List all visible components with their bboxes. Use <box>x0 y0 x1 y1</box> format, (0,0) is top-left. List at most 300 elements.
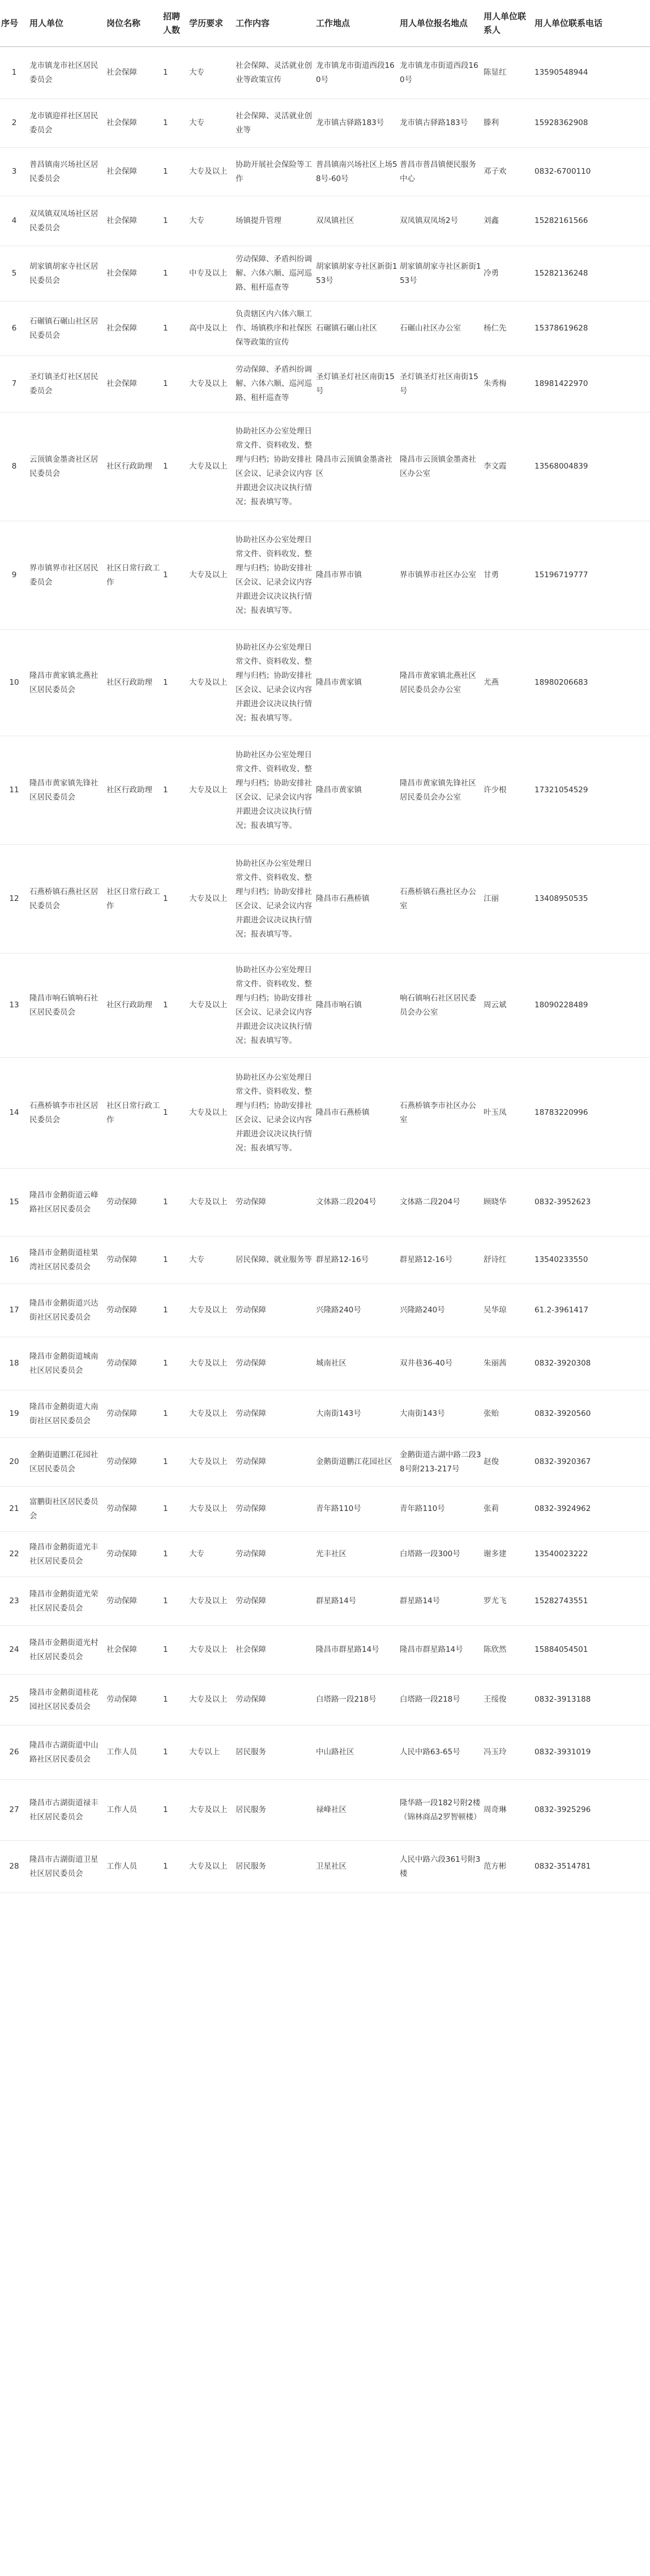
registration-location: 石燕桥镇李市社区办公室 <box>399 1058 482 1169</box>
contact-phone: 0832-3925296 <box>533 1780 650 1841</box>
row-index: 16 <box>0 1237 28 1284</box>
registration-location: 石碾山社区办公室 <box>399 302 482 356</box>
registration-location: 胡家镇胡家寺社区新街153号 <box>399 246 482 302</box>
education: 大专 <box>188 1532 234 1577</box>
employer: 龙市镇迎祥社区居民委员会 <box>28 99 105 148</box>
education: 大专 <box>188 47 234 99</box>
job-content: 协助社区办公室处理日常文件、资料收发、整理与归档；协助安排社区会议、记录会议内容并跟进会议决议执行情况；报表填写等。 <box>234 1058 315 1169</box>
job-content: 劳动保障 <box>234 1390 315 1438</box>
registration-location: 圣灯镇圣灯社区南街15号 <box>399 356 482 413</box>
employer: 隆昌市金鹅街道桂果湾社区居民委员会 <box>28 1237 105 1284</box>
registration-location: 金鹅街道古湖中路二段38号附213-217号 <box>399 1438 482 1487</box>
headcount: 1 <box>162 630 188 736</box>
row-index: 15 <box>0 1169 28 1237</box>
row-index: 11 <box>0 736 28 845</box>
headcount: 1 <box>162 1780 188 1841</box>
contact-person: 罗尤飞 <box>482 1577 533 1626</box>
position: 劳动保障 <box>105 1169 162 1237</box>
education: 大专以上 <box>188 1725 234 1780</box>
work-location: 青年路110号 <box>315 1487 399 1532</box>
employer: 隆昌市金鹅街道光丰社区居民委员会 <box>28 1532 105 1577</box>
contact-person: 赵俊 <box>482 1438 533 1487</box>
headcount: 1 <box>162 246 188 302</box>
position: 社会保障 <box>105 99 162 148</box>
registration-location: 大南街143号 <box>399 1390 482 1438</box>
job-content: 劳动保障 <box>234 1284 315 1337</box>
education: 大专及以上 <box>188 1780 234 1841</box>
header-index: 序号 <box>0 0 28 47</box>
table-row <box>0 1675 650 1725</box>
employer: 隆昌市金鹅街道云峰路社区居民委员会 <box>28 1169 105 1237</box>
contact-person: 杨仁先 <box>482 302 533 356</box>
contact-person: 朱丽茜 <box>482 1337 533 1390</box>
contact-phone: 0832-3920560 <box>533 1390 650 1438</box>
registration-location: 白塔路一段218号 <box>399 1675 482 1725</box>
education: 大专及以上 <box>188 1675 234 1725</box>
contact-phone: 0832-3920367 <box>533 1438 650 1487</box>
registration-location: 龙市镇龙市街道西段160号 <box>399 47 482 99</box>
contact-phone: 15378619628 <box>533 302 650 356</box>
table-row <box>0 1487 650 1532</box>
employer: 隆昌市金鹅街道大南街社区居民委员会 <box>28 1390 105 1438</box>
education: 大专 <box>188 196 234 246</box>
headcount: 1 <box>162 845 188 954</box>
contact-phone: 13540233550 <box>533 1237 650 1284</box>
employer: 界市镇界市社区居民委员会 <box>28 521 105 630</box>
headcount: 1 <box>162 1169 188 1237</box>
employer: 富鹏街社区居民委员会 <box>28 1487 105 1532</box>
employer: 胡家镇胡家寺社区居民委员会 <box>28 246 105 302</box>
contact-phone: 13590548944 <box>533 47 650 99</box>
education: 大专及以上 <box>188 845 234 954</box>
position: 社区日常行政工作 <box>105 845 162 954</box>
work-location: 石碾镇石碾山社区 <box>315 302 399 356</box>
contact-person: 范方彬 <box>482 1841 533 1893</box>
position: 社区行政助理 <box>105 630 162 736</box>
registration-location: 文体路二段204号 <box>399 1169 482 1237</box>
position: 劳动保障 <box>105 1675 162 1725</box>
employer: 隆昌市金鹅街道光荣社区居民委员会 <box>28 1577 105 1626</box>
header-employer: 用人单位 <box>28 0 105 47</box>
headcount: 1 <box>162 1725 188 1780</box>
header-registration-location: 用人单位报名地点 <box>399 0 482 47</box>
education: 大专及以上 <box>188 1390 234 1438</box>
table-body <box>0 47 650 1893</box>
row-index: 21 <box>0 1487 28 1532</box>
row-index: 27 <box>0 1780 28 1841</box>
table-row <box>0 356 650 413</box>
table-row <box>0 736 650 845</box>
education: 大专及以上 <box>188 148 234 196</box>
contact-person: 顾晓华 <box>482 1169 533 1237</box>
job-content: 社会保障、灵活就业创业等政策宣传 <box>234 47 315 99</box>
header-contact-person: 用人单位联系人 <box>482 0 533 47</box>
headcount: 1 <box>162 1438 188 1487</box>
work-location: 卫星社区 <box>315 1841 399 1893</box>
headcount: 1 <box>162 47 188 99</box>
job-content: 劳动保障 <box>234 1675 315 1725</box>
work-location: 双凤镇社区 <box>315 196 399 246</box>
headcount: 1 <box>162 413 188 521</box>
contact-phone: 0832-3514781 <box>533 1841 650 1893</box>
job-content: 劳动保障、矛盾纠纷调解、六体六顺、巡河巡路、租杆巡查等 <box>234 356 315 413</box>
job-content: 协助社区办公室处理日常文件、资料收发、整理与归档；协助安排社区会议、记录会议内容并跟进会议决议执行情况；报表填写等。 <box>234 954 315 1058</box>
contact-person: 陈欣然 <box>482 1626 533 1675</box>
headcount: 1 <box>162 1284 188 1337</box>
job-content: 劳动保障 <box>234 1487 315 1532</box>
education: 大专及以上 <box>188 356 234 413</box>
registration-location: 人民中路63-65号 <box>399 1725 482 1780</box>
registration-location: 隆昌市黄家镇先锋社区居民委员会办公室 <box>399 736 482 845</box>
employer: 隆昌市古湖街道禄丰社区居民委员会 <box>28 1780 105 1841</box>
table-row <box>0 1169 650 1237</box>
education: 大专及以上 <box>188 1058 234 1169</box>
employer: 双凤镇双凤场社区居民委员会 <box>28 196 105 246</box>
registration-location: 隆昌市黄家镇北燕社区居民委员会办公室 <box>399 630 482 736</box>
contact-phone: 13540023222 <box>533 1532 650 1577</box>
header-headcount: 招聘人数 <box>162 0 188 47</box>
headcount: 1 <box>162 1337 188 1390</box>
job-content: 协助社区办公室处理日常文件、资料收发、整理与归档；协助安排社区会议、记录会议内容并跟进会议决议执行情况；报表填写等。 <box>234 521 315 630</box>
contact-person: 周奇琳 <box>482 1780 533 1841</box>
registration-location: 龙市镇古驿路183号 <box>399 99 482 148</box>
table-header-row <box>0 0 650 47</box>
row-index: 13 <box>0 954 28 1058</box>
headcount: 1 <box>162 1058 188 1169</box>
employer: 龙市镇龙市社区居民委员会 <box>28 47 105 99</box>
work-location: 中山路社区 <box>315 1725 399 1780</box>
position: 劳动保障 <box>105 1284 162 1337</box>
work-location: 白塔路一段218号 <box>315 1675 399 1725</box>
table-row <box>0 845 650 954</box>
contact-person: 冯玉玲 <box>482 1725 533 1780</box>
work-location: 龙市镇古驿路183号 <box>315 99 399 148</box>
work-location: 普昌镇南兴场社区上场58号-60号 <box>315 148 399 196</box>
position: 社会保障 <box>105 148 162 196</box>
contact-person: 甘勇 <box>482 521 533 630</box>
headcount: 1 <box>162 1577 188 1626</box>
headcount: 1 <box>162 356 188 413</box>
work-location: 大南街143号 <box>315 1390 399 1438</box>
job-content: 协助社区办公室处理日常文件、资料收发、整理与归档；协助安排社区会议、记录会议内容并跟进会议决议执行情况；报表填写等。 <box>234 630 315 736</box>
contact-person: 刘鑫 <box>482 196 533 246</box>
employer: 隆昌市黄家镇先锋社区居民委员会 <box>28 736 105 845</box>
headcount: 1 <box>162 1237 188 1284</box>
contact-person: 周云斌 <box>482 954 533 1058</box>
education: 高中及以上 <box>188 302 234 356</box>
job-content: 负责辖区内六体六顺工作、场镇秩序和社保医保等政策的宣传 <box>234 302 315 356</box>
work-location: 城南社区 <box>315 1337 399 1390</box>
header-education: 学历要求 <box>188 0 234 47</box>
headcount: 1 <box>162 148 188 196</box>
contact-phone: 15282743551 <box>533 1577 650 1626</box>
job-content: 社会保障、灵活就业创业等 <box>234 99 315 148</box>
row-index: 6 <box>0 302 28 356</box>
table-row <box>0 99 650 148</box>
table-row <box>0 1532 650 1577</box>
table-row <box>0 1626 650 1675</box>
education: 大专及以上 <box>188 1626 234 1675</box>
table-row <box>0 1841 650 1893</box>
contact-phone: 0832-6700110 <box>533 148 650 196</box>
contact-phone: 15196719777 <box>533 521 650 630</box>
education: 大专及以上 <box>188 1284 234 1337</box>
position: 社区行政助理 <box>105 736 162 845</box>
job-content: 居民服务 <box>234 1780 315 1841</box>
registration-location: 群星路14号 <box>399 1577 482 1626</box>
job-content: 居民服务 <box>234 1725 315 1780</box>
headcount: 1 <box>162 196 188 246</box>
work-location: 禄峰社区 <box>315 1780 399 1841</box>
table-row <box>0 1237 650 1284</box>
job-content: 劳动保障 <box>234 1169 315 1237</box>
position: 工作人员 <box>105 1780 162 1841</box>
row-index: 7 <box>0 356 28 413</box>
education: 大专及以上 <box>188 954 234 1058</box>
headcount: 1 <box>162 954 188 1058</box>
table-row <box>0 413 650 521</box>
position: 工作人员 <box>105 1725 162 1780</box>
work-location: 隆昌市界市镇 <box>315 521 399 630</box>
education: 大专及以上 <box>188 1438 234 1487</box>
table-row <box>0 630 650 736</box>
job-content: 居民保障、就业服务等 <box>234 1237 315 1284</box>
header-contact-phone: 用人单位联系电话 <box>533 0 650 47</box>
job-content: 协助开展社会保险等工作 <box>234 148 315 196</box>
headcount: 1 <box>162 99 188 148</box>
job-content: 社会保障 <box>234 1626 315 1675</box>
contact-phone: 0832-3931019 <box>533 1725 650 1780</box>
education: 大专及以上 <box>188 1577 234 1626</box>
row-index: 12 <box>0 845 28 954</box>
contact-person: 陈显红 <box>482 47 533 99</box>
contact-phone: 15928362908 <box>533 99 650 148</box>
position: 社会保障 <box>105 47 162 99</box>
contact-phone: 0832-3924962 <box>533 1487 650 1532</box>
contact-phone: 18980206683 <box>533 630 650 736</box>
employer: 隆昌市金鹅街道城南社区居民委员会 <box>28 1337 105 1390</box>
contact-person: 叶玉凤 <box>482 1058 533 1169</box>
row-index: 5 <box>0 246 28 302</box>
table-row <box>0 521 650 630</box>
education: 大专及以上 <box>188 1487 234 1532</box>
contact-person: 吴华琼 <box>482 1284 533 1337</box>
position: 社会保障 <box>105 302 162 356</box>
table-row <box>0 246 650 302</box>
registration-location: 青年路110号 <box>399 1487 482 1532</box>
headcount: 1 <box>162 1487 188 1532</box>
job-content: 居民服务 <box>234 1841 315 1893</box>
position: 劳动保障 <box>105 1337 162 1390</box>
job-content: 劳动保障 <box>234 1532 315 1577</box>
row-index: 14 <box>0 1058 28 1169</box>
position: 社会保障 <box>105 246 162 302</box>
position: 工作人员 <box>105 1841 162 1893</box>
row-index: 9 <box>0 521 28 630</box>
row-index: 17 <box>0 1284 28 1337</box>
registration-location: 白塔路一段300号 <box>399 1532 482 1577</box>
registration-location: 群星路12-16号 <box>399 1237 482 1284</box>
education: 大专及以上 <box>188 630 234 736</box>
table-row <box>0 1337 650 1390</box>
education: 大专及以上 <box>188 1337 234 1390</box>
table-row <box>0 954 650 1058</box>
registration-location: 隆华路一段182号附2楼（锦林商品2罗智顿楼） <box>399 1780 482 1841</box>
headcount: 1 <box>162 1390 188 1438</box>
work-location: 圣灯镇圣灯社区南街15号 <box>315 356 399 413</box>
row-index: 8 <box>0 413 28 521</box>
position: 劳动保障 <box>105 1237 162 1284</box>
employer: 隆昌市响石镇响石社区居民委员会 <box>28 954 105 1058</box>
table-row <box>0 1284 650 1337</box>
table-row <box>0 1390 650 1438</box>
contact-phone: 17321054529 <box>533 736 650 845</box>
employer: 石碾镇石碾山社区居民委员会 <box>28 302 105 356</box>
contact-phone: 18783220996 <box>533 1058 650 1169</box>
employer: 隆昌市黄家镇北燕社区居民委员会 <box>28 630 105 736</box>
contact-person: 舒诗红 <box>482 1237 533 1284</box>
header-work-location: 工作地点 <box>315 0 399 47</box>
education: 大专及以上 <box>188 521 234 630</box>
position: 社会保障 <box>105 196 162 246</box>
work-location: 隆昌市石燕桥镇 <box>315 845 399 954</box>
contact-phone: 15282136248 <box>533 246 650 302</box>
contact-person: 王绥俊 <box>482 1675 533 1725</box>
employer: 石燕桥镇石燕社区居民委员会 <box>28 845 105 954</box>
headcount: 1 <box>162 1675 188 1725</box>
position: 社区日常行政工作 <box>105 521 162 630</box>
headcount: 1 <box>162 1626 188 1675</box>
row-index: 28 <box>0 1841 28 1893</box>
row-index: 26 <box>0 1725 28 1780</box>
employer: 金鹅街道鹏江花园社区居民委员会 <box>28 1438 105 1487</box>
contact-phone: 15282161566 <box>533 196 650 246</box>
registration-location: 响石镇响石社区居民委员会办公室 <box>399 954 482 1058</box>
contact-person: 朱秀梅 <box>482 356 533 413</box>
employer: 隆昌市金鹅街道光村社区居民委员会 <box>28 1626 105 1675</box>
row-index: 25 <box>0 1675 28 1725</box>
employer: 普昌镇南兴场社区居民委员会 <box>28 148 105 196</box>
row-index: 23 <box>0 1577 28 1626</box>
contact-person: 尤燕 <box>482 630 533 736</box>
registration-location: 兴隆路240号 <box>399 1284 482 1337</box>
education: 中专及以上 <box>188 246 234 302</box>
position: 劳动保障 <box>105 1487 162 1532</box>
table-row <box>0 1577 650 1626</box>
work-location: 胡家镇胡家寺社区新街153号 <box>315 246 399 302</box>
work-location: 隆昌市黄家镇 <box>315 736 399 845</box>
table-row <box>0 302 650 356</box>
education: 大专及以上 <box>188 1841 234 1893</box>
registration-location: 界市镇界市社区办公室 <box>399 521 482 630</box>
row-index: 19 <box>0 1390 28 1438</box>
contact-phone: 18981422970 <box>533 356 650 413</box>
table-row <box>0 1438 650 1487</box>
contact-phone: 13568004839 <box>533 413 650 521</box>
contact-person: 江丽 <box>482 845 533 954</box>
registration-location: 隆昌市群星路14号 <box>399 1626 482 1675</box>
registration-location: 隆昌市云顶镇金墨斋社区办公室 <box>399 413 482 521</box>
job-content: 劳动保障、矛盾纠纷调解、六体六顺、巡河巡路、租杆巡查等 <box>234 246 315 302</box>
contact-person: 张贻 <box>482 1390 533 1438</box>
row-index: 20 <box>0 1438 28 1487</box>
work-location: 文体路二段204号 <box>315 1169 399 1237</box>
header-job-content: 工作内容 <box>234 0 315 47</box>
job-content: 场镇提升管理 <box>234 196 315 246</box>
table-row <box>0 47 650 99</box>
contact-phone: 0832-3913188 <box>533 1675 650 1725</box>
employer: 石燕桥镇李市社区居民委员会 <box>28 1058 105 1169</box>
contact-person: 邓子欢 <box>482 148 533 196</box>
contact-person: 冷勇 <box>482 246 533 302</box>
position: 社会保障 <box>105 356 162 413</box>
contact-phone: 61.2-3961417 <box>533 1284 650 1337</box>
table-row <box>0 148 650 196</box>
contact-person: 许少根 <box>482 736 533 845</box>
job-content: 劳动保障 <box>234 1337 315 1390</box>
position: 劳动保障 <box>105 1577 162 1626</box>
headcount: 1 <box>162 521 188 630</box>
headcount: 1 <box>162 1532 188 1577</box>
employer: 隆昌市古湖街道卫星社区居民委员会 <box>28 1841 105 1893</box>
work-location: 隆昌市石燕桥镇 <box>315 1058 399 1169</box>
header-position: 岗位名称 <box>105 0 162 47</box>
education: 大专 <box>188 99 234 148</box>
row-index: 4 <box>0 196 28 246</box>
work-location: 隆昌市群星路14号 <box>315 1626 399 1675</box>
employer: 云顶镇金墨斋社区居民委员会 <box>28 413 105 521</box>
contact-person: 张莉 <box>482 1487 533 1532</box>
work-location: 隆昌市云顶镇金墨斋社区 <box>315 413 399 521</box>
job-content: 协助社区办公室处理日常文件、资料收发、整理与归档；协助安排社区会议、记录会议内容并跟进会议决议执行情况；报表填写等。 <box>234 845 315 954</box>
education: 大专及以上 <box>188 1169 234 1237</box>
work-location: 群星路14号 <box>315 1577 399 1626</box>
contact-phone: 0832-3920308 <box>533 1337 650 1390</box>
contact-person: 谢多建 <box>482 1532 533 1577</box>
registration-location: 双井巷36-40号 <box>399 1337 482 1390</box>
position: 社会保障 <box>105 1626 162 1675</box>
table-row <box>0 1780 650 1841</box>
contact-phone: 15884054501 <box>533 1626 650 1675</box>
employer: 隆昌市古湖街道中山路社区居民委员会 <box>28 1725 105 1780</box>
row-index: 10 <box>0 630 28 736</box>
contact-person: 李文霞 <box>482 413 533 521</box>
position: 劳动保障 <box>105 1390 162 1438</box>
work-location: 龙市镇龙市街道西段160号 <box>315 47 399 99</box>
row-index: 3 <box>0 148 28 196</box>
registration-location: 双凤镇双凤场2号 <box>399 196 482 246</box>
contact-phone: 0832-3952623 <box>533 1169 650 1237</box>
contact-phone: 18090228489 <box>533 954 650 1058</box>
education: 大专 <box>188 1237 234 1284</box>
contact-person: 滕利 <box>482 99 533 148</box>
position: 劳动保障 <box>105 1438 162 1487</box>
education: 大专及以上 <box>188 413 234 521</box>
headcount: 1 <box>162 302 188 356</box>
row-index: 2 <box>0 99 28 148</box>
position: 劳动保障 <box>105 1532 162 1577</box>
job-content: 协助社区办公室处理日常文件、资料收发、整理与归档；协助安排社区会议、记录会议内容并跟进会议决议执行情况；报表填写等。 <box>234 413 315 521</box>
job-content: 协助社区办公室处理日常文件、资料收发、整理与归档；协助安排社区会议、记录会议内容并跟进会议决议执行情况；报表填写等。 <box>234 736 315 845</box>
headcount: 1 <box>162 1841 188 1893</box>
headcount: 1 <box>162 736 188 845</box>
education: 大专及以上 <box>188 736 234 845</box>
job-content: 劳动保障 <box>234 1438 315 1487</box>
employer: 隆昌市金鹅街道桂花园社区居民委员会 <box>28 1675 105 1725</box>
table-row <box>0 1725 650 1780</box>
row-index: 22 <box>0 1532 28 1577</box>
table-row <box>0 1058 650 1169</box>
